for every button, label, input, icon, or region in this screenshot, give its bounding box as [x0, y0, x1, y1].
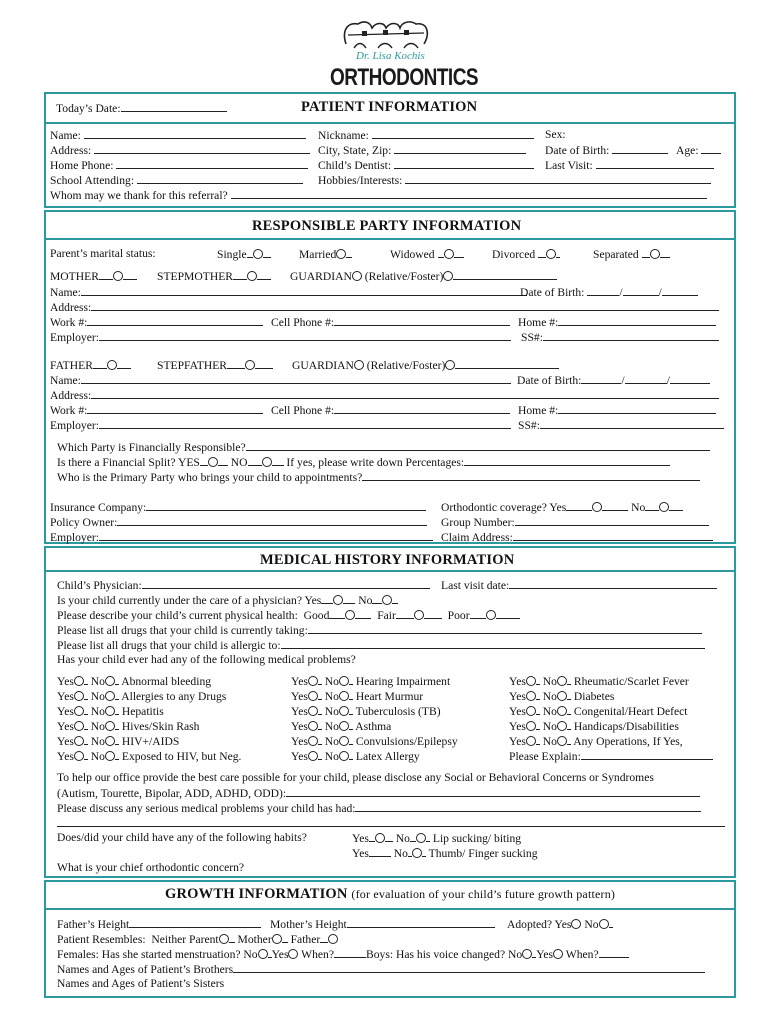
yes-radio-circle[interactable] — [74, 691, 84, 701]
lip-sucking-option[interactable]: Yes No Lip sucking/ biting — [352, 832, 522, 845]
mother-home-field[interactable]: Home #: — [518, 314, 716, 330]
yes-radio-circle[interactable] — [308, 691, 318, 701]
behavioral-concerns-question: To help our office provide the best care possible for your child, please disclose any Social or Behavioral Concerns or Syndromes — [57, 771, 654, 784]
sex-field[interactable]: Sex: — [545, 128, 566, 141]
mother-name-field[interactable]: Name: — [50, 284, 527, 300]
doctor-name: Dr. Lisa Kochis — [356, 50, 425, 62]
drugs-taking-field[interactable]: Please list all drugs that your child is currently taking: — [57, 622, 702, 638]
medical-problem-label: Rheumatic/Scarlet Fever — [573, 675, 689, 688]
medical-problem-row[interactable]: Yes No Hepatitis — [57, 705, 164, 718]
radio-circle[interactable] — [262, 457, 272, 467]
yes-radio-circle[interactable] — [74, 676, 84, 686]
father-ss-field[interactable]: SS#: — [518, 417, 724, 433]
last-visit-date-field[interactable]: Last visit date: — [441, 577, 717, 593]
referral-field[interactable]: Whom may we thank for this referral? — [50, 187, 707, 203]
age-field[interactable]: Age: — [676, 142, 721, 158]
radio-circle[interactable] — [592, 502, 602, 512]
mother-guardian-option[interactable]: GUARDIAN (Relative/Foster) — [290, 268, 557, 284]
sisters-field[interactable]: Names and Ages of Patient’s Sisters — [57, 977, 225, 990]
no-radio-circle[interactable] — [339, 691, 349, 701]
medical-problem-row[interactable]: Yes No Abnormal bleeding — [57, 675, 212, 688]
growth-information-title: GROWTH INFORMATION (for evaluation of your child’s future growth pattern) — [165, 886, 616, 902]
stepmother-option[interactable]: STEPMOTHER — [157, 268, 271, 284]
radio-circle[interactable] — [352, 271, 362, 281]
radio-circle[interactable] — [354, 360, 364, 370]
primary-party-field[interactable]: Who is the Primary Party who brings your child to appointments? — [57, 469, 700, 485]
medical-problem-label: Congenital/Heart Defect — [573, 705, 688, 718]
father-guardian-option[interactable]: GUARDIAN (Relative/Foster) — [292, 357, 559, 373]
city-state-zip-field[interactable]: City, State, Zip: — [318, 142, 526, 158]
menstruation-voice-field[interactable]: Females: Has she started menstruation? No Yes When? Boys: Has his voice changed? No Yes When? — [57, 946, 629, 962]
radio-circle[interactable] — [553, 949, 563, 959]
physical-health-field[interactable]: Please describe your child’s current physical health: Good Fair Poor — [57, 607, 520, 623]
radio-circle[interactable] — [333, 595, 343, 605]
medical-problems-question: Has your child ever had any of the following medical problems? — [57, 653, 356, 666]
medical-problem-label: Latex Allergy — [355, 750, 420, 763]
medical-problem-row[interactable]: Yes No Asthma — [291, 720, 392, 733]
mother-ss-field[interactable]: SS#: — [521, 329, 719, 345]
mothers-height-field[interactable]: Mother’s Height — [270, 916, 495, 932]
radio-circle[interactable] — [253, 249, 263, 259]
financially-responsible-field[interactable]: Which Party is Financially Responsible? — [57, 439, 710, 455]
yes-radio-circle[interactable] — [308, 721, 318, 731]
radio-circle[interactable] — [288, 949, 298, 959]
radio-circle[interactable] — [272, 934, 282, 944]
drugs-allergic-field[interactable]: Please list all drugs that your child is allergic to: — [57, 637, 705, 653]
radio-circle[interactable] — [486, 610, 496, 620]
adopted-field[interactable]: Adopted? Yes No — [507, 916, 613, 932]
radio-circle[interactable] — [445, 360, 455, 370]
father-cell-field[interactable]: Cell Phone #: — [271, 402, 510, 418]
childs-physician-field[interactable]: Child’s Physician: — [57, 577, 430, 593]
thumb-sucking-option[interactable]: Yes No Thumb/ Finger sucking — [352, 847, 538, 860]
habits-question: Does/did your child have any of the following habits? — [57, 831, 307, 844]
insurance-company-field[interactable]: Insurance Company: — [50, 499, 426, 515]
separated-option[interactable]: Separated — [593, 246, 670, 262]
medical-problem-row[interactable]: Yes No Latex Allergy — [291, 750, 420, 763]
under-care-field[interactable]: Is your child currently under the care of a physician? Yes No — [57, 592, 398, 608]
date-of-birth-field[interactable]: Date of Birth: — [545, 142, 668, 158]
hobbies-field[interactable]: Hobbies/Interests: — [318, 172, 711, 188]
no-radio-circle[interactable] — [339, 721, 349, 731]
medical-problem-label: Abnormal bleeding — [121, 675, 212, 688]
medical-problem-label: Asthma — [355, 720, 392, 733]
medical-problem-row[interactable]: Yes No Heart Murmur — [291, 690, 424, 703]
father-dob-field[interactable]: Date of Birth: / / — [517, 372, 710, 388]
serious-problems-field[interactable]: Please discuss any serious medical problems your child has had: — [57, 800, 701, 816]
radio-circle[interactable] — [328, 934, 338, 944]
father-employer-field[interactable]: Employer: — [50, 417, 511, 433]
no-radio-circle[interactable] — [105, 721, 115, 731]
patient-resembles-field[interactable]: Patient Resembles: Neither Parent Mother Father — [57, 931, 338, 947]
yes-radio-circle[interactable] — [526, 721, 536, 731]
divider — [44, 238, 736, 240]
radio-circle[interactable] — [416, 833, 426, 843]
yes-radio-circle[interactable] — [74, 736, 84, 746]
divider — [44, 122, 736, 124]
policy-owner-field[interactable]: Policy Owner: — [50, 514, 427, 530]
school-attending-field[interactable]: School Attending: — [50, 172, 303, 188]
chief-concern-field[interactable]: What is your chief orthodontic concern? — [57, 861, 245, 874]
medical-problem-row[interactable]: Yes No HIV+/AIDS — [57, 735, 180, 748]
yes-radio-circle[interactable] — [308, 736, 318, 746]
medical-problem-label: HIV+/AIDS — [121, 735, 180, 748]
divorced-option[interactable]: Divorced — [492, 246, 560, 262]
medical-problem-label: Handicaps/Disabilities — [573, 720, 679, 733]
responsible-party-title: RESPONSIBLE PARTY INFORMATION — [252, 218, 522, 234]
medical-problem-label: Heart Murmur — [355, 690, 424, 703]
medical-problem-row[interactable]: Yes No Exposed to HIV, but Neg. — [57, 750, 242, 763]
financial-split-field[interactable]: Is there a Financial Split? YES NO If yes, please write down Percentages: — [57, 454, 670, 470]
yes-radio-circle[interactable] — [526, 676, 536, 686]
no-radio-circle[interactable] — [557, 706, 567, 716]
medical-problem-row[interactable]: Yes No Hives/Skin Rash — [57, 720, 200, 733]
no-radio-circle[interactable] — [105, 691, 115, 701]
orthodontic-coverage-field[interactable]: Orthodontic coverage? Yes No — [441, 499, 683, 515]
yes-radio-circle[interactable] — [526, 691, 536, 701]
radio-circle[interactable] — [258, 949, 268, 959]
radio-circle[interactable] — [247, 271, 257, 281]
radio-circle[interactable] — [336, 249, 346, 259]
no-radio-circle[interactable] — [339, 736, 349, 746]
radio-circle[interactable] — [546, 249, 556, 259]
single-option[interactable]: Single — [217, 246, 271, 262]
medical-problem-label: Diabetes — [573, 690, 615, 703]
radio-circle[interactable] — [659, 502, 669, 512]
father-home-field[interactable]: Home #: — [518, 402, 716, 418]
medical-problem-row[interactable]: Yes No Congenital/Heart Defect — [509, 705, 688, 718]
todays-date-field[interactable]: Today’s Date: — [56, 100, 227, 116]
yes-radio-circle[interactable] — [74, 751, 84, 761]
childs-dentist-field[interactable]: Child’s Dentist: — [318, 157, 534, 173]
marital-status-label: Parent’s marital status: — [50, 247, 156, 260]
employer-field[interactable]: Employer: — [50, 529, 433, 545]
medical-problem-label: Any Operations, If Yes, — [573, 735, 683, 748]
radio-circle[interactable] — [113, 271, 123, 281]
radio-circle[interactable] — [443, 271, 453, 281]
medical-problem-row[interactable]: Yes No Convulsions/Epilepsy — [291, 735, 458, 748]
radio-circle[interactable] — [245, 360, 255, 370]
fathers-height-field[interactable]: Father’s Height — [57, 916, 261, 932]
last-visit-field[interactable]: Last Visit: — [545, 157, 714, 173]
yes-radio-circle[interactable] — [308, 676, 318, 686]
nickname-field[interactable]: Nickname: — [318, 127, 534, 143]
medical-problem-label: Hepatitis — [121, 705, 164, 718]
mother-address-field[interactable]: Address: — [50, 299, 719, 315]
brand-name: ORTHODONTICS — [330, 65, 479, 92]
radio-circle[interactable] — [345, 610, 355, 620]
no-radio-circle[interactable] — [339, 751, 349, 761]
divider — [44, 570, 736, 572]
radio-circle[interactable] — [522, 949, 532, 959]
home-phone-field[interactable]: Home Phone: — [50, 157, 308, 173]
medical-problem-label: Convulsions/Epilepsy — [355, 735, 458, 748]
medical-problem-row[interactable]: Yes No Hearing Impairment — [291, 675, 451, 688]
behavioral-concerns-field[interactable]: (Autism, Tourette, Bipolar, ADD, ADHD, ODD): — [57, 785, 700, 801]
father-name-field[interactable]: Name: — [50, 372, 511, 388]
medical-problem-row[interactable]: Yes No Allergies to any Drugs — [57, 690, 227, 703]
medical-problem-row[interactable]: Yes No Any Operations, If Yes, — [509, 735, 683, 748]
no-radio-circle[interactable] — [105, 736, 115, 746]
stepfather-option[interactable]: STEPFATHER — [157, 357, 273, 373]
medical-problem-row[interactable]: Yes No Rheumatic/Scarlet Fever — [509, 675, 689, 688]
no-radio-circle[interactable] — [557, 676, 567, 686]
medical-problem-label: Allergies to any Drugs — [121, 690, 227, 703]
widowed-option[interactable]: Widowed — [390, 246, 464, 262]
no-radio-circle[interactable] — [339, 676, 349, 686]
patient-information-title: PATIENT INFORMATION — [301, 99, 478, 115]
radio-circle[interactable] — [219, 934, 229, 944]
mother-option[interactable]: MOTHER — [50, 268, 137, 284]
yes-radio-circle[interactable] — [308, 751, 318, 761]
radio-circle[interactable] — [412, 848, 422, 858]
medical-problem-row[interactable]: Yes No Handicaps/Disabilities — [509, 720, 679, 733]
married-option[interactable]: Married — [299, 246, 352, 262]
radio-circle[interactable] — [375, 833, 385, 843]
father-work-field[interactable]: Work #: — [50, 402, 263, 418]
medical-problem-label: Hives/Skin Rash — [121, 720, 200, 733]
yes-radio-circle[interactable] — [74, 721, 84, 731]
mother-dob-field[interactable]: Date of Birth: / / — [520, 284, 698, 300]
no-radio-circle[interactable] — [105, 676, 115, 686]
medical-problem-label: Hearing Impairment — [355, 675, 451, 688]
no-radio-circle[interactable] — [557, 721, 567, 731]
father-address-field[interactable]: Address: — [50, 387, 719, 403]
radio-circle[interactable] — [444, 249, 454, 259]
medical-problem-row[interactable]: Yes No Diabetes — [509, 690, 615, 703]
please-explain-field[interactable]: Please Explain: — [509, 748, 713, 764]
no-radio-circle[interactable] — [557, 691, 567, 701]
radio-circle[interactable] — [107, 360, 117, 370]
mother-cell-field[interactable]: Cell Phone #: — [271, 314, 510, 330]
no-radio-circle[interactable] — [105, 751, 115, 761]
medical-problem-label: Tuberculosis (TB) — [355, 705, 441, 718]
father-option[interactable]: FATHER — [50, 357, 131, 373]
yes-radio-circle[interactable] — [526, 736, 536, 746]
medical-problem-label: Exposed to HIV, but Neg. — [121, 750, 242, 763]
yes-radio-circle[interactable] — [74, 706, 84, 716]
yes-radio-circle[interactable] — [308, 706, 318, 716]
radio-circle[interactable] — [382, 595, 392, 605]
name-field[interactable]: Name: — [50, 127, 306, 143]
address-field[interactable]: Address: — [50, 142, 310, 158]
group-number-field[interactable]: Group Number: — [441, 514, 709, 530]
divider — [44, 908, 736, 910]
radio-circle[interactable] — [599, 919, 609, 929]
no-radio-circle[interactable] — [339, 706, 349, 716]
medical-history-title: MEDICAL HISTORY INFORMATION — [260, 552, 515, 568]
practice-logo — [330, 18, 479, 92]
claim-address-field[interactable]: Claim Address: — [441, 529, 713, 545]
yes-radio-circle[interactable] — [526, 706, 536, 716]
medical-problem-row[interactable]: Yes No Tuberculosis (TB) — [291, 705, 441, 718]
radio-circle[interactable] — [414, 610, 424, 620]
no-radio-circle[interactable] — [557, 736, 567, 746]
no-radio-circle[interactable] — [105, 706, 115, 716]
serious-problems-line[interactable] — [57, 815, 725, 831]
radio-circle[interactable] — [571, 919, 581, 929]
radio-circle[interactable] — [650, 249, 660, 259]
teeth-braces-icon — [340, 18, 432, 52]
mother-work-field[interactable]: Work #: — [50, 314, 263, 330]
radio-circle[interactable] — [208, 457, 218, 467]
brothers-field[interactable]: Names and Ages of Patient’s Brothers — [57, 961, 705, 977]
mother-employer-field[interactable]: Employer: — [50, 329, 511, 345]
